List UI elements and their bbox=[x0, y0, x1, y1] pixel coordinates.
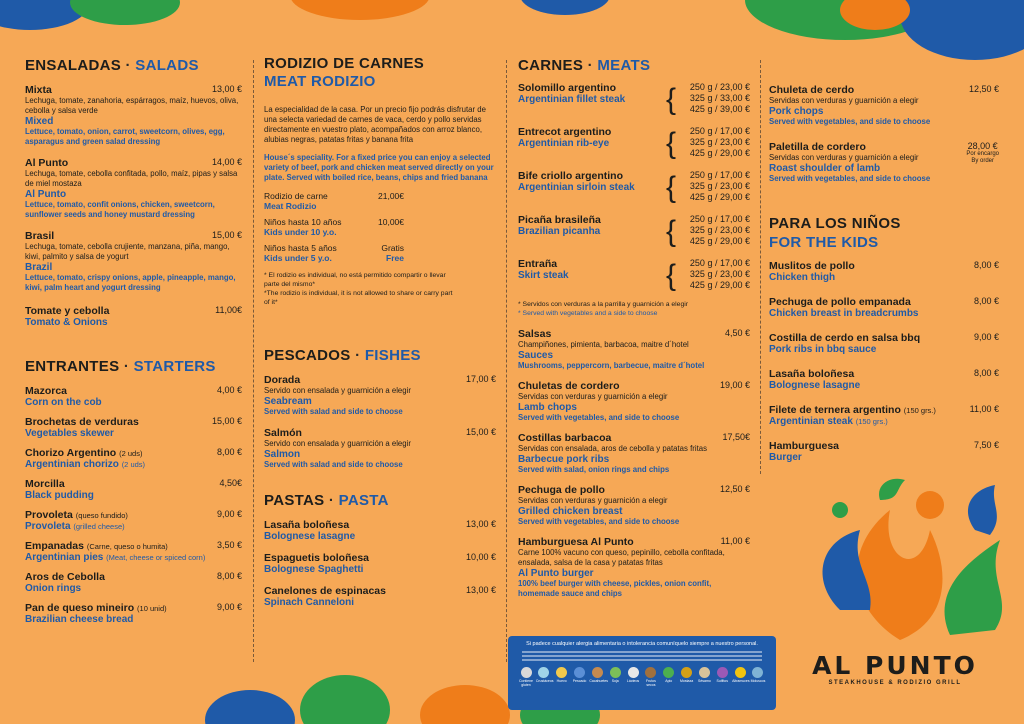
menu-item: Tomate y cebolla 11,00€ Tomato & Onions bbox=[25, 305, 242, 328]
menu-item: Empanadas (Carne, queso o humita) 3,50 € Argentinian pies (Meat, cheese or spiced corn) bbox=[25, 540, 242, 563]
menu-item: Provoleta (queso fundido) 9,00 € Provoleta (grilled cheese) bbox=[25, 509, 242, 532]
meat-item: Entrecot argentino Argentinian rib-eye { 250 g / 17,00 € 325 g / 23,00 € 425 g / 29,00 € bbox=[518, 126, 750, 160]
brace-icon: { bbox=[666, 171, 677, 204]
allergen-item: Contiene gluten bbox=[518, 667, 534, 687]
decor-blob-blue-tr bbox=[900, 0, 1024, 60]
menu-item: Salsas 4,50 € Champiñones, pimienta, barbacoa, maitre d´hotel Sauces Mushrooms, peppercorn, barbecue, maitre d´hotel bbox=[518, 328, 750, 370]
egg-icon bbox=[556, 667, 567, 678]
brace-icon: { bbox=[666, 259, 677, 292]
rodizio-price-table: Rodizio de carne 21,00€ Meat Rodizio Niños hasta 10 años 10,00€ Kids under 10 y.o. Niños hasta 5 años Gratis Kids under 5 y.o. Free bbox=[264, 191, 404, 263]
section-title-fishes: PESCADOS · FISHES bbox=[264, 347, 421, 364]
menu-item: Filete de ternera argentino (150 grs.) 11,00 € Argentinian steak (150 grs.) bbox=[769, 404, 999, 427]
allergen-item: Altramuces bbox=[732, 667, 748, 687]
logo-flame-ornament bbox=[780, 470, 1020, 660]
menu-item: Mixta 13,00 € Lechuga, tomate, zanahoria, espárragos, maíz, huevos, oliva, cebolla y salsa verde Mixed Lettuce, tomato, onion, carrot, sweetcorn, olives, egg, asparagus and green salad dressing bbox=[25, 84, 242, 146]
decor-blob-green-b bbox=[300, 675, 390, 724]
section-title-kids: PARA LOS NIÑOS FOR THE KIDS bbox=[769, 215, 901, 251]
menu-item: Pechuga de pollo 12,50 € Servidas con verduras y guarnición a elegir Grilled chicken breast Served with vegetables, and side to choose bbox=[518, 484, 750, 526]
column-pork-lamb-kids bbox=[769, 84, 999, 473]
allergen-item: Soja bbox=[607, 667, 623, 687]
menu-item: Lasaña boloñesa 8,00 € Bolognese lasagne bbox=[769, 368, 999, 391]
mustard-icon bbox=[681, 667, 692, 678]
decor-blob-green-tl bbox=[70, 0, 180, 25]
menu-item: Pan de queso mineiro (10 unid) 9,00 € Brazilian cheese bread bbox=[25, 602, 242, 625]
allergen-item: Frutos secos bbox=[643, 667, 659, 687]
menu-item: Chuletas de cordero 19,00 € Servidas con verduras y guarnición a elegir Lamb chops Served with vegetables, and side to choose bbox=[518, 380, 750, 422]
rodizio-description-es: La especialidad de la casa. Por un precio fijo podrás disfrutar de una selecta variedad de carnes de vaca, cerdo y pollo servidas directamente en vuestro plato, acompañados con arroz blanco, alubias negras, patatas fritas y banana frita bbox=[264, 105, 486, 144]
rodizio-note-en: *The rodizio is individual, it is not allowed to share or carry part of it* bbox=[264, 290, 453, 306]
menu-item: Al Punto 14,00 € Lechuga, tomate, cebolla confitada, pollo, maíz, pipas y salsa de miel mostaza Al Punto Lettuce, tomato, confit onions, chicken, sweetcorn, sunflower seeds and honey mustard dressing bbox=[25, 157, 242, 219]
menu-item: Muslitos de pollo 8,00 € Chicken thigh bbox=[769, 260, 999, 283]
allergen-item: Cacahuetes bbox=[589, 667, 605, 687]
milk-icon bbox=[628, 667, 639, 678]
allergen-item: Mostaza bbox=[679, 667, 695, 687]
allergen-panel bbox=[508, 636, 776, 710]
brace-icon: { bbox=[666, 127, 677, 160]
meat-item: Bife criollo argentino Argentinian sirloin steak { 250 g / 17,00 € 325 g / 23,00 € 425 g / 29,00 € bbox=[518, 170, 750, 204]
meats-note-es: * Servidos con verduras a la parrilla y guarnición a elegir bbox=[518, 301, 689, 308]
allergen-item: Crustáceos bbox=[536, 667, 552, 687]
brand-logo bbox=[790, 652, 1000, 686]
celery-icon bbox=[663, 667, 674, 678]
brand-tagline: STEAKHOUSE & RODIZIO GRILL bbox=[828, 680, 962, 686]
meat-item: Solomillo argentino Argentinian fillet steak { 250 g / 23,00 € 325 g / 33,00 € 425 g / 39,00 € bbox=[518, 82, 750, 116]
allergen-item: Pescado bbox=[572, 667, 588, 687]
menu-item: Chuleta de cerdo 12,50 € Servidas con verduras y guarnición a elegir Pork chops Served with vegetables, and side to choose bbox=[769, 84, 999, 126]
column-divider-2 bbox=[506, 60, 507, 662]
menu-item: Salmón 15,00 € Servido con ensalada y guarnición a elegir Salmon Served with salad and side to choose bbox=[264, 427, 496, 469]
menu-item: Dorada 17,00 € Servido con ensalada y guarnición a elegir Seabream Served with salad and side to choose bbox=[264, 374, 496, 416]
meats-note-en: * Served with vegetables and a side to choose bbox=[518, 310, 658, 317]
allergen-icons-row bbox=[514, 667, 770, 687]
decor-blob-blue-top bbox=[520, 0, 610, 15]
menu-item: Chorizo Argentino (2 uds) 8,00 € Argentinian chorizo (2 uds) bbox=[25, 447, 242, 470]
allergen-item: Huevo bbox=[554, 667, 570, 687]
allergen-item: Moluscos bbox=[750, 667, 766, 687]
column-rodizio-fish-pasta bbox=[264, 52, 496, 618]
decor-blob-blue-bl bbox=[205, 690, 295, 724]
gluten-icon bbox=[521, 667, 532, 678]
allergen-fineprint bbox=[522, 651, 762, 661]
menu-item: Pechuga de pollo empanada 8,00 € Chicken breast in breadcrumbs bbox=[769, 296, 999, 319]
fish-icon bbox=[574, 667, 585, 678]
menu-item: Hamburguesa Al Punto 11,00 € Carne 100% vacuno con queso, pepinillo, cebolla confitada, ensalada, salsa de la casa y patatas fritas Al Punto burger 100% beef burger with cheese, pickles, onion confit, homemade sauce and chips bbox=[518, 536, 750, 598]
allergen-item: Sésamo bbox=[696, 667, 712, 687]
column-divider-3 bbox=[760, 60, 761, 474]
column-salads-starters bbox=[25, 52, 242, 625]
crustacean-icon bbox=[538, 667, 549, 678]
menu-item: Lasaña boloñesa 13,00 € Bolognese lasagne bbox=[264, 519, 496, 542]
allergen-item: Apio bbox=[661, 667, 677, 687]
lupin-icon bbox=[735, 667, 746, 678]
menu-item: Costilla de cerdo en salsa bbq 9,00 € Pork ribs in bbq sauce bbox=[769, 332, 999, 355]
menu-item: Costillas barbacoa 17,50€ Servidas con ensalada, aros de cebolla y patatas fritas Barbecue pork ribs Served with salad, onion rings and chips bbox=[518, 432, 750, 474]
rodizio-description-en: House´s speciality. For a fixed price you can enjoy a selected variety of beef, pork and chicken meat served directly on your plate. Served with boiled rice, beans, chips and fried banana bbox=[264, 153, 494, 182]
section-title-pasta: PASTAS · PASTA bbox=[264, 492, 389, 509]
menu-item: Paletilla de cordero 28,00 € Por encargo By order Servidas con verduras y guarnición a elegir Roast shoulder of lamb Served with vegetables, and side to choose bbox=[769, 141, 999, 183]
menu-item: Aros de Cebolla 8,00 € Onion rings bbox=[25, 571, 242, 594]
menu-item: Hamburguesa 7,50 € Burger bbox=[769, 440, 999, 463]
decor-blob-orange-b bbox=[420, 685, 510, 724]
decor-blob-orange-top bbox=[290, 0, 430, 20]
menu-item: Morcilla 4,50€ Black pudding bbox=[25, 478, 242, 501]
brace-icon: { bbox=[666, 83, 677, 116]
sulphites-icon bbox=[717, 667, 728, 678]
menu-item: Canelones de espinacas 13,00 € Spinach Canneloni bbox=[264, 585, 496, 608]
section-title-rodizio: RODIZIO DE CARNES MEAT RODIZIO bbox=[264, 55, 425, 90]
brand-name: AL PUNTO bbox=[812, 651, 978, 680]
menu-item: Espaguetis boloñesa 10,00 € Bolognese Spaghetti bbox=[264, 552, 496, 575]
column-meats bbox=[518, 52, 750, 599]
sesame-icon bbox=[699, 667, 710, 678]
section-title-salads: ENSALADAS · SALADS bbox=[25, 57, 199, 74]
mollusc-icon bbox=[752, 667, 763, 678]
allergen-item: Sulfitos bbox=[714, 667, 730, 687]
meat-item: Picaña brasileña Brazilian picanha { 250 g / 17,00 € 325 g / 23,00 € 425 g / 29,00 € bbox=[518, 214, 750, 248]
allergen-heading: Si padece cualquier alergia alimentaria o intolerancia comuníquelo siempre a nuestro personal. bbox=[526, 641, 758, 647]
allergen-item: Lácteos bbox=[625, 667, 641, 687]
section-title-starters: ENTRANTES · STARTERS bbox=[25, 358, 216, 375]
meat-item: Entraña Skirt steak { 250 g / 17,00 € 325 g / 23,00 € 425 g / 29,00 € bbox=[518, 258, 750, 292]
section-title-meats: CARNES · MEATS bbox=[518, 57, 651, 74]
nuts-icon bbox=[645, 667, 656, 678]
menu-item: Mazorca 4,00 € Corn on the cob bbox=[25, 385, 242, 408]
column-divider-1 bbox=[253, 60, 254, 662]
rodizio-note-es: * El rodizio es individual, no está permitido compartir o llevar parte del mismo* bbox=[264, 272, 446, 288]
menu-item: Brasil 15,00 € Lechuga, tomate, cebolla crujiente, manzana, piña, mango, kiwi, palmito y salsa de yogurt Brazil Lettuce, tomato, crispy onions, apple, pineapple, mango, kiwi, palm heart and yogurt dressing bbox=[25, 230, 242, 292]
brace-icon: { bbox=[666, 215, 677, 248]
menu-item: Brochetas de verduras 15,00 € Vegetables skewer bbox=[25, 416, 242, 439]
peanut-icon bbox=[592, 667, 603, 678]
soy-icon bbox=[610, 667, 621, 678]
